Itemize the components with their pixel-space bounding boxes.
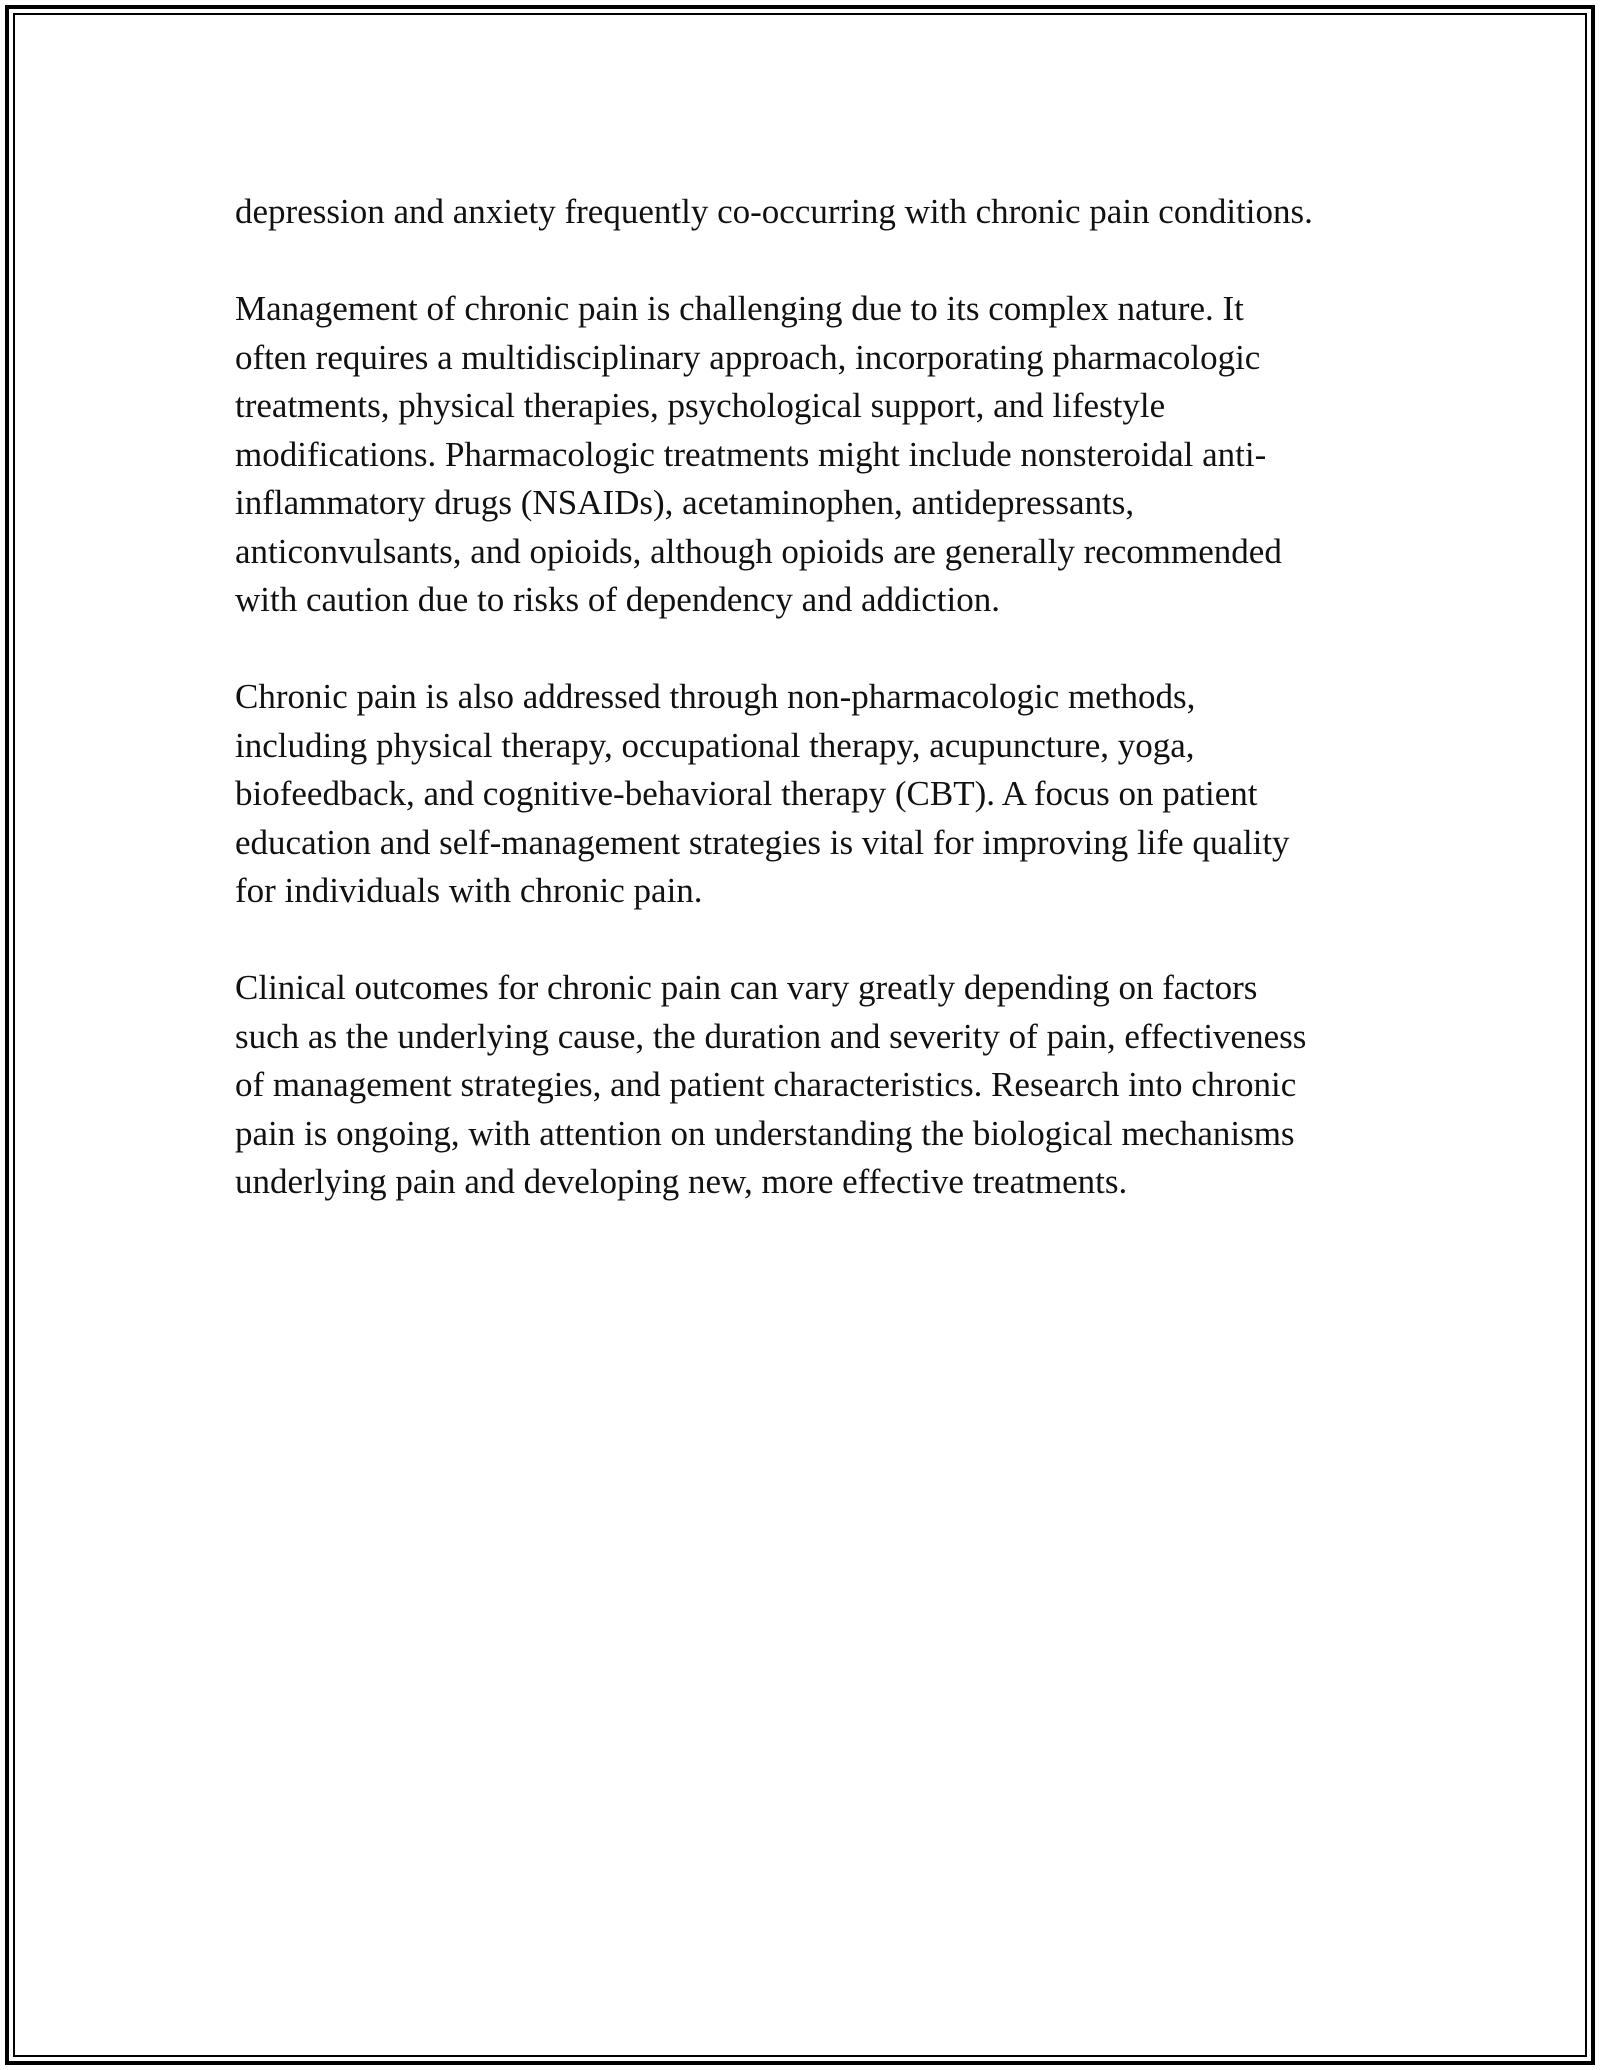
text-line: Chronic pain is also addressed through non-pharmacologic methods,: [235, 677, 1196, 716]
text-line: such as the underlying cause, the duration and severity of pain, effectiveness: [235, 1016, 1307, 1056]
text-line: biofeedback, and cognitive-behavioral therapy (CBT). A focus on patient: [235, 774, 1258, 813]
text-line: often requires a multidisciplinary approach, incorporating pharmacologic: [235, 337, 1261, 377]
text-line: treatments, physical therapies, psychological support, and lifestyle: [235, 386, 1166, 425]
text-line: anticonvulsants, and opioids, although opioids are generally recommended: [235, 531, 1282, 571]
text-line: Management of chronic pain is challenging due to its complex nature. It: [235, 289, 1244, 328]
paragraph-2: [235, 285, 1375, 625]
text-line: inflammatory drugs (NSAIDs), acetaminophen, antidepressants,: [235, 483, 1135, 522]
text-line: for individuals with chronic pain.: [235, 871, 703, 910]
paragraph-4: [235, 964, 1375, 1207]
paragraph-1: [235, 188, 1375, 237]
text-line: Clinical outcomes for chronic pain can vary greatly depending on factors: [235, 968, 1258, 1007]
text-line: modifications. Pharmacologic treatments might include nonsteroidal anti-: [235, 434, 1267, 474]
text-line: of management strategies, and patient characteristics. Research into chronic: [235, 1065, 1297, 1104]
text-line: underlying pain and developing new, more effective treatments.: [235, 1162, 1128, 1201]
paragraph-3: [235, 673, 1375, 916]
text-line: pain is ongoing, with attention on understanding the biological mechanisms: [235, 1113, 1295, 1153]
text-line: including physical therapy, occupational therapy, acupuncture, yoga,: [235, 725, 1195, 765]
text-line: education and self-management strategies is vital for improving life quality: [235, 822, 1290, 862]
document-body: [235, 188, 1375, 1255]
text-line: depression and anxiety frequently co-occurring with chronic pain conditions.: [235, 192, 1313, 231]
text-line: with caution due to risks of dependency and addiction.: [235, 580, 1000, 619]
